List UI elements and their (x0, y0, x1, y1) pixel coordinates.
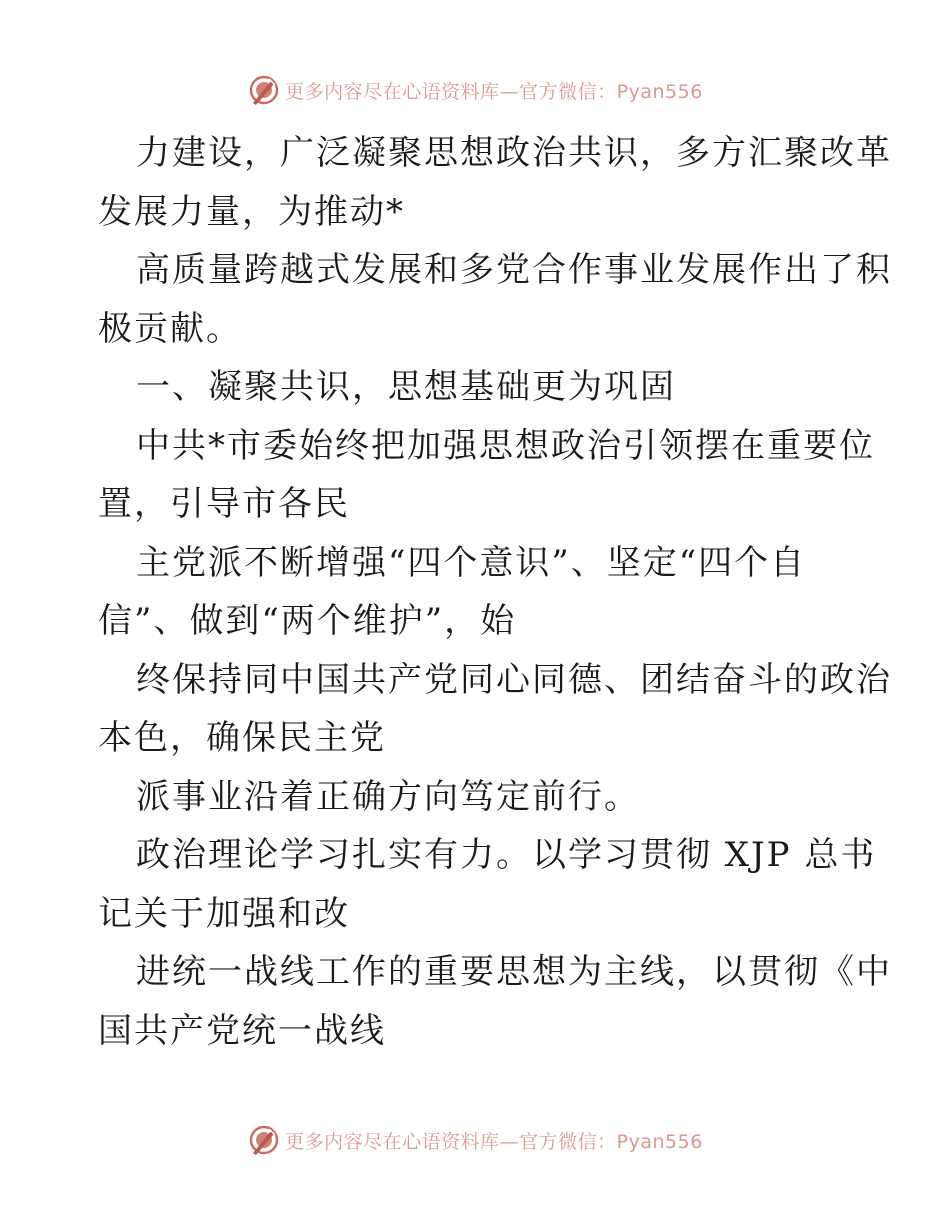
text-line: 记关于加强和改 (98, 893, 350, 934)
text-line: 终保持同中国共产党同心同德、团结奋斗的政治 (136, 659, 892, 700)
text-line: 国共产党统一战线 (98, 1010, 386, 1051)
text-line: 置，引导市各民 (98, 484, 350, 524)
pen-circle-logo-icon (247, 1123, 281, 1157)
watermark-text: 更多内容尽在心语资料库—官方微信：Pyan556 (285, 80, 703, 103)
text-line: 派事业沿着正确方向笃定前行。 (136, 776, 640, 817)
text-line: 发展力量，为推动* (98, 191, 405, 232)
text-line: 高质量跨越式发展和多党合作事业发展作出了积 (136, 250, 892, 290)
text-line: 信”、做到“两个维护”，始 (98, 601, 517, 641)
text-line: 中共*市委始终把加强思想政治引领摆在重要位 (136, 425, 875, 466)
text-line: 主党派不断增强“四个意识”、坚定“四个自 (136, 542, 807, 583)
pen-circle-logo-icon (247, 73, 281, 107)
watermark-text: 更多内容尽在心语资料库—官方微信：Pyan556 (285, 1130, 703, 1153)
document-body (98, 124, 892, 1060)
text-line: 本色，确保民主党 (98, 718, 386, 758)
header-watermark (0, 70, 950, 110)
text-line: 一、凝聚共识，思想基础更为巩固 (136, 367, 676, 407)
footer-watermark (0, 1120, 950, 1160)
text-line: 进统一战线工作的重要思想为主线，以贯彻《中 (136, 952, 892, 992)
text-line: 力建设，广泛凝聚思想政治共识，多方汇聚改革 (136, 133, 892, 173)
text-line: 政治理论学习扎实有力。以学习贯彻 XJP 总书 (136, 835, 877, 875)
text-line: 极贡献。 (98, 308, 242, 349)
